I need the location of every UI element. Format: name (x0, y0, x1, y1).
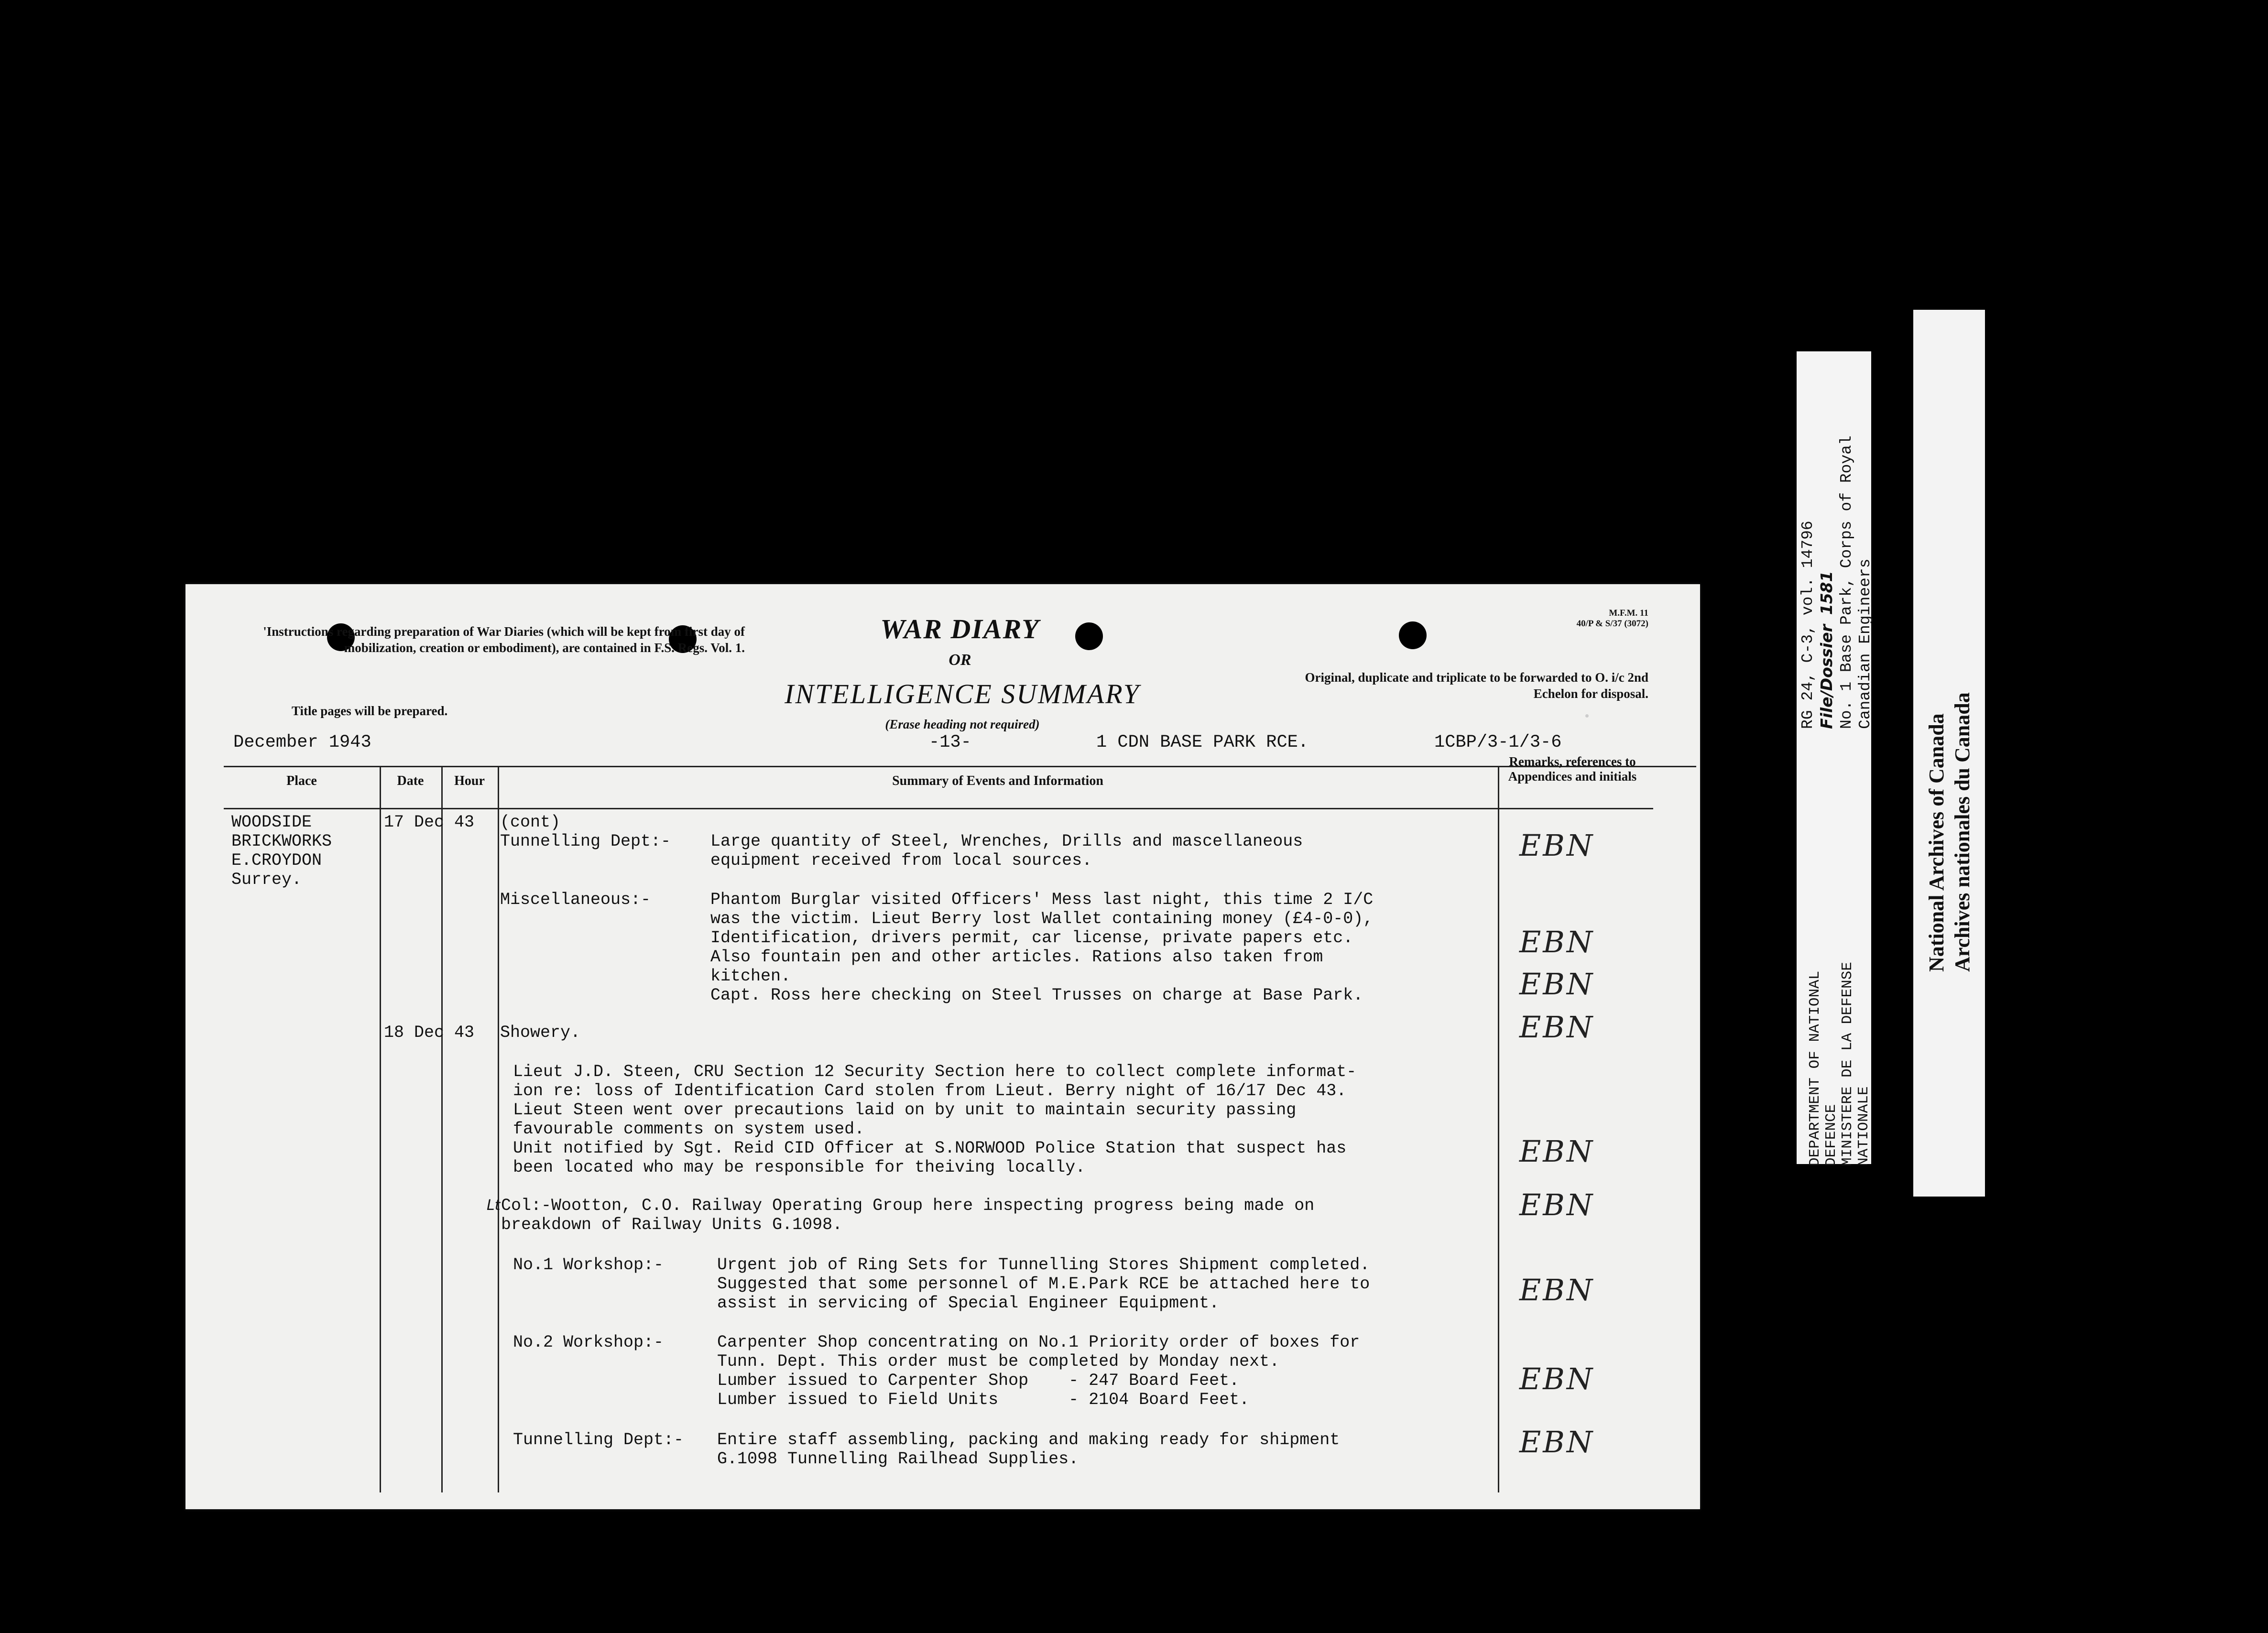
distribution-note: Original, duplicate and triplicate to be forwarded to O. i/c 2nd Echelon for disposal. (1305, 670, 1648, 701)
initials-signature: EBN (1519, 1010, 1595, 1045)
department-stamp (1807, 908, 1874, 1166)
entry-8-label: Tunnelling Dept:- (513, 1430, 684, 1449)
entry-5-margin-note: Lt (487, 1197, 501, 1214)
stamp-line: NATIONALE (1855, 1086, 1872, 1166)
national-archives-label (1913, 310, 1985, 1197)
column-divider (498, 766, 499, 1492)
entry-8-text: Entire staff assembling, packing and making ready for shipment G.1098 Tunnelling Railhead Supplies. (717, 1430, 1340, 1469)
stamp-line: DEPARTMENT OF NATIONAL (1807, 970, 1823, 1166)
entry-3-text: Showery. (500, 1023, 581, 1042)
place-line: BRICKWORKS (231, 832, 332, 851)
entry-7-label: No.2 Workshop:- (513, 1333, 664, 1352)
stamp-line: No. 1 Base Park, Corps of Royal (1838, 435, 1855, 729)
page-number: -13- (929, 732, 971, 752)
entry-6-label: No.1 Workshop:- (513, 1255, 664, 1274)
form-subtitle: INTELLIGENCE SUMMARY (785, 678, 1140, 709)
column-divider (380, 766, 381, 1492)
entry-7-text: Carpenter Shop concentrating on No.1 Priority order of boxes for Tunn. Dept. This order must be completed by Monday next. Lumber issued to Carpenter Shop - 247 Board Feet. Lumber issued to Field Units - 2104 Board Feet. (717, 1333, 1360, 1409)
paper-mark (1585, 714, 1589, 718)
column-header-summary: Summary of Events and Information (892, 773, 1103, 788)
erase-note: (Erase heading not required) (885, 717, 1040, 731)
place-line: E.CROYDON (231, 851, 322, 870)
diary-month: December 1943 (233, 732, 371, 752)
national-archives-text (1913, 310, 1985, 1197)
date-cell-17: 17 Dec 43 (384, 813, 475, 832)
column-header-place: Place (286, 773, 317, 788)
instructions-note: 'Instructions regarding preparation of War Diaries (which will be kept from first day of mobilization, creation or embodiment), are contained in F.S. Regs. Vol. 1. (263, 624, 745, 655)
column-divider (1498, 766, 1499, 1492)
punch-hole (1075, 622, 1103, 650)
initials-signature: EBN (1519, 828, 1595, 863)
file-reference: 1CBP/3-1/3-6 (1434, 732, 1562, 752)
entry-4-text: Lieut J.D. Steen, CRU Section 12 Security Section here to collect complete informat- ion re: loss of Identification Card stolen from Lieut. Berry night of 16/17 Dec 43. Lieut Steen went over precautions laid on by unit to maintain security passing favourable comments on system used. Unit notified by Sgt. Reid CID Officer at S.NORWOOD Police Station that suspect has been located who may be responsible for theiving locally. (513, 1062, 1357, 1177)
entry-2-text: Phantom Burglar visited Officers' Mess last night, this time 2 I/C was the victim. Lieut Berry lost Wallet containing money (£4-0-0), Identification, drivers permit, car license, private papers etc. Also fountain pen and other articles. Rations also taken from kitchen. Capt. Ross here checking on Steel Trusses on charge at Base Park. (710, 890, 1374, 1005)
place-line: WOODSIDE (231, 813, 312, 832)
department-stamp-text (1807, 908, 1874, 1166)
entry-1-label: Tunnelling Dept:- (500, 832, 671, 851)
stamp-file-number: 1581 (1817, 571, 1836, 615)
war-diary-page (185, 584, 1700, 1509)
initials-signature: EBN (1519, 1273, 1595, 1307)
stamp-line: Canadian Engineers (1856, 558, 1874, 729)
archives-label-fr: Archives nationales du Canada (1951, 692, 1974, 972)
form-title: WAR DIARY (880, 613, 1040, 644)
initials-signature: EBN (1519, 1187, 1595, 1222)
stamp-line: MINISTERE DE LA DEFENSE (1839, 962, 1856, 1166)
date-cell-18: 18 Dec 43 (384, 1023, 475, 1042)
column-header-hour: Hour (454, 773, 485, 788)
form-number-line-2: 40/P & S/37 (3072) (1576, 619, 1648, 629)
form-number-line-1: M.F.M. 11 (1609, 608, 1648, 618)
title-pages-note: Title pages will be prepared. (292, 704, 448, 718)
initials-signature: EBN (1519, 1361, 1595, 1396)
entry-5-text: Col:-Wootton, C.O. Railway Operating Group here inspecting progress being made on breakdown of Railway Units G.1098. (501, 1196, 1315, 1234)
table-top-rule (224, 766, 1696, 767)
stamp-file-label: File/Dossier (1817, 624, 1836, 729)
column-header-date: Date (397, 773, 424, 788)
place-cell (231, 813, 332, 889)
initials-signature: EBN (1519, 1425, 1595, 1459)
place-line: Surrey. (231, 870, 302, 889)
entry-6-text: Urgent job of Ring Sets for Tunnelling Stores Shipment completed. Suggested that some personnel of M.E.Park RCE be attached here to assist in servicing of Special Engineer Equipment. (717, 1255, 1370, 1313)
column-header-remarks: Remarks, references to Appendices and initials (1508, 754, 1637, 784)
entry-2-label: Miscellaneous:- (500, 890, 651, 909)
unit-name: 1 CDN BASE PARK RCE. (1096, 732, 1309, 752)
initials-signature: EBN (1519, 1134, 1595, 1169)
table-header-rule (224, 808, 1653, 809)
column-divider (441, 766, 443, 1492)
punch-hole (1399, 621, 1427, 649)
entry-1-text: Large quantity of Steel, Wrenches, Drills and mascellaneous equipment received from local sources. (710, 832, 1303, 870)
stamp-line: RG 24, C-3, vol. 14796 (1799, 521, 1817, 729)
archives-label-en: National Archives of Canada (1925, 713, 1948, 972)
form-title-or: OR (949, 651, 971, 669)
form-number (1486, 608, 1648, 629)
stamp-line: DEFENCE (1823, 1104, 1840, 1166)
initials-signature: EBN (1519, 925, 1595, 959)
entry-cont: (cont) (500, 813, 561, 832)
initials-signature: EBN (1519, 967, 1595, 1002)
